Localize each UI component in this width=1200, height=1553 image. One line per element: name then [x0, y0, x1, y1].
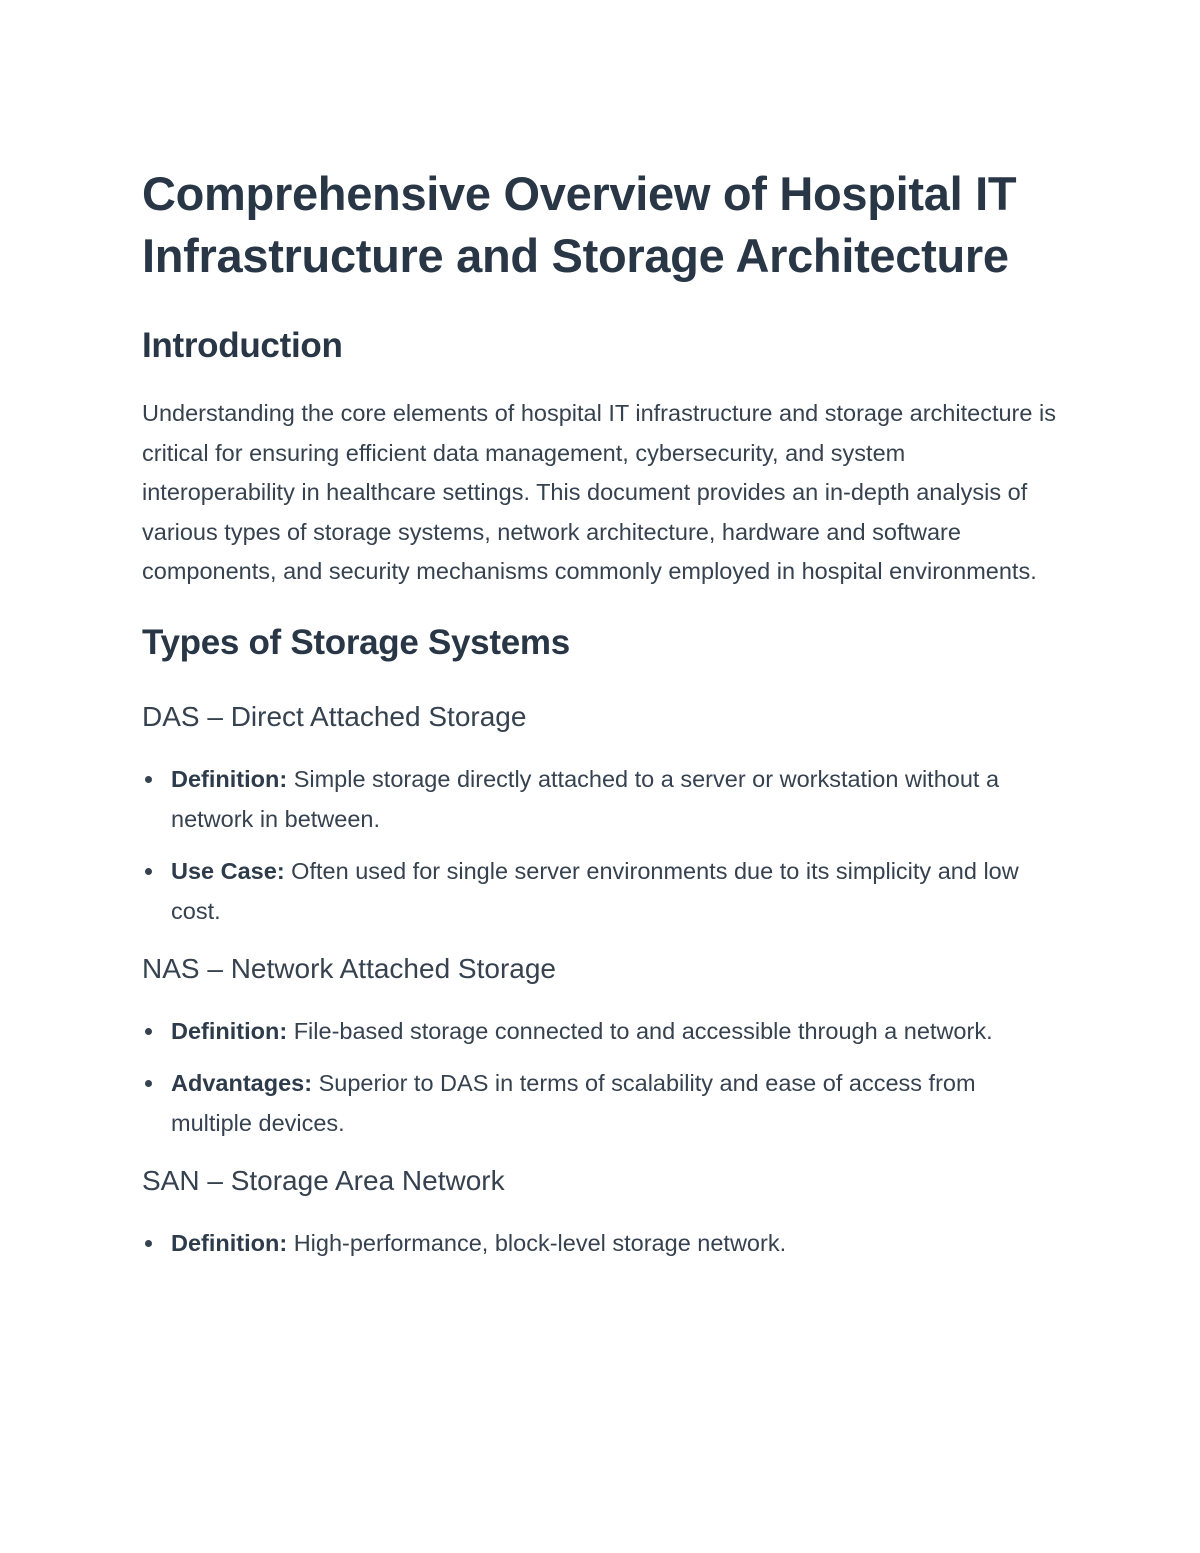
list-item: [142, 1011, 1062, 1051]
storage-types-heading: Types of Storage Systems: [142, 622, 570, 662]
list-item: [142, 759, 1062, 839]
term-label: Use Case: [171, 857, 277, 884]
das-list: [142, 759, 1062, 931]
san-heading: SAN – Storage Area Network: [142, 1164, 505, 1196]
nas-heading: NAS – Network Attached Storage: [142, 952, 556, 984]
introduction-paragraph: Understanding the core elements of hospital IT infrastructure and storage architecture is critical for ensuring efficient data management, cybersecurity, and system interoperability in healthcare settings. This document provides an in-depth analysis of various types of storage systems, network architecture, hardware and software components, and security mechanisms commonly employed in hospital environments.: [142, 400, 1056, 584]
nas-list: [142, 1011, 1062, 1143]
term-description: High-performance, block-level storage network.: [287, 1229, 787, 1256]
term-description: File-based storage connected to and accessible through a network.: [287, 1017, 993, 1044]
list-item: [142, 1063, 1062, 1143]
term-label: Definition: [171, 1229, 280, 1256]
term-description: Simple storage directly attached to a server or workstation without a network in between.: [171, 765, 1000, 832]
term-description: Often used for single server environments due to its simplicity and low cost.: [171, 857, 1019, 924]
term-label: Advantages: [171, 1069, 305, 1096]
document-page: [142, 163, 1062, 1263]
document-title: Comprehensive Overview of Hospital IT Infrastructure and Storage Architecture: [142, 167, 1017, 282]
term-colon: :: [304, 1069, 313, 1096]
term-label: Definition: [171, 1017, 280, 1044]
san-list: [142, 1223, 1062, 1263]
introduction-heading: Introduction: [142, 326, 343, 365]
das-heading: DAS – Direct Attached Storage: [142, 700, 527, 732]
term-description: Superior to DAS in terms of scalability and ease of access from multiple devices.: [171, 1069, 976, 1136]
term-colon: :: [279, 765, 288, 792]
term-colon: :: [279, 1017, 288, 1044]
list-item: [142, 1223, 1062, 1263]
term-colon: :: [279, 1229, 288, 1256]
term-colon: :: [276, 857, 285, 884]
list-item: [142, 851, 1062, 931]
term-label: Definition: [171, 765, 280, 792]
